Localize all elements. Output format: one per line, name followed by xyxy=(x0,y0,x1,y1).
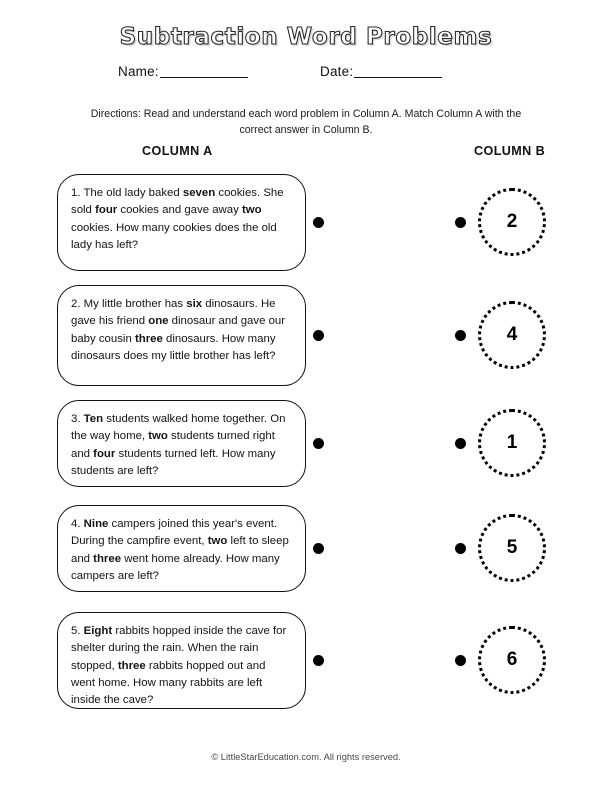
column-a-header: COLUMN A xyxy=(142,144,213,158)
problem-connector-dot[interactable] xyxy=(313,217,324,228)
answer-circle[interactable]: 2 xyxy=(478,188,546,256)
answer-connector-dot[interactable] xyxy=(455,543,466,554)
problem-connector-dot[interactable] xyxy=(313,655,324,666)
problem-box[interactable]: 4. Nine campers joined this year's event. During the campfire event, two left to sleep and three went home already. How many campers are left? xyxy=(57,505,306,592)
page-title-container xyxy=(0,24,612,50)
answer-connector-dot[interactable] xyxy=(455,655,466,666)
problem-box[interactable]: 5. Eight rabbits hopped inside the cave for shelter during the rain. When the rain stopped, three rabbits hopped out and went home. How many rabbits are left inside the cave? xyxy=(57,612,306,709)
answer-circle[interactable]: 5 xyxy=(478,514,546,582)
answer-circle[interactable]: 4 xyxy=(478,301,546,369)
problem-connector-dot[interactable] xyxy=(313,438,324,449)
date-label: Date: xyxy=(320,64,354,79)
problem-box[interactable]: 2. My little brother has six dinosaurs. He gave his friend one dinosaur and gave our baby cousin three dinosaurs. How many dinosaurs does my little brother has left? xyxy=(57,285,306,386)
matching-row xyxy=(0,612,612,722)
problem-connector-dot[interactable] xyxy=(313,330,324,341)
problem-box[interactable]: 1. The old lady baked seven cookies. She sold four cookies and gave away two cookies. How many cookies does the old lady has left? xyxy=(57,174,306,271)
answer-connector-dot[interactable] xyxy=(455,330,466,341)
matching-row xyxy=(0,400,612,505)
matching-row xyxy=(0,505,612,612)
directions-text: Directions: Read and understand each word problem in Column A. Match Column A with the correct answer in Column B. xyxy=(90,108,522,137)
answer-circle[interactable]: 1 xyxy=(478,409,546,477)
footer-copyright: © LittleStarEducation.com. All rights reserved. xyxy=(211,752,401,762)
matching-row xyxy=(0,285,612,400)
matching-row xyxy=(0,170,612,285)
answer-connector-dot[interactable] xyxy=(455,217,466,228)
date-field[interactable] xyxy=(320,64,442,79)
date-input-rule[interactable] xyxy=(354,77,442,78)
problem-connector-dot[interactable] xyxy=(313,543,324,554)
answer-circle[interactable]: 6 xyxy=(478,626,546,694)
matching-rows xyxy=(0,170,612,722)
problem-box[interactable]: 3. Ten students walked home together. On the way home, two students turned right and four students turned left. How many students are left? xyxy=(57,400,306,487)
answer-connector-dot[interactable] xyxy=(455,438,466,449)
name-label: Name: xyxy=(118,64,159,79)
name-input-rule[interactable] xyxy=(160,77,248,78)
page-title: Subtraction Word Problems xyxy=(119,24,493,50)
name-field[interactable] xyxy=(118,64,248,79)
column-b-header: COLUMN B xyxy=(474,144,546,158)
